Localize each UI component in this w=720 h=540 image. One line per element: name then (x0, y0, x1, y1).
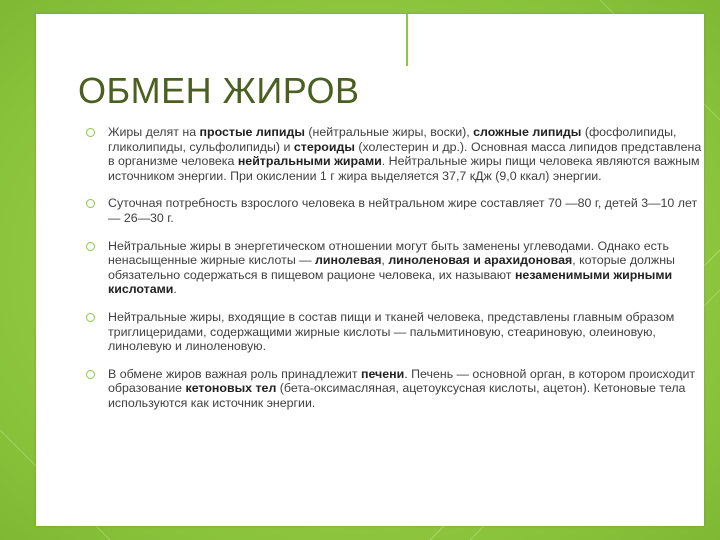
panel-accent-line (406, 14, 408, 66)
bullet-ring-icon (86, 370, 95, 379)
bullet-list (86, 125, 711, 424)
bullet-text: , которые должны обязательно содержаться в пищевом рационе человека, их называют (108, 253, 675, 282)
bullet-text: Суточная потребность взрослого человека в нейтральном жире составляет 70 —80 г, детей 3—10 лет — 26—30 г. (108, 196, 698, 225)
bullet-text: Жиры делят на (108, 125, 200, 139)
bullet-text: (холестерин и др.). Основная масса липидов представлена в организме человека (108, 139, 702, 169)
bullet-text: . Печень — основной орган, в котором происходит образование (108, 366, 696, 396)
bullet-bold-term: кетоновых тел (185, 381, 277, 396)
bullet-item (86, 196, 711, 225)
bullet-text: (нейтральные жиры, воски), (304, 125, 474, 139)
bullet-item (86, 125, 711, 183)
bullet-ring-icon (86, 199, 95, 208)
bullet-item (86, 239, 711, 297)
bullet-text: Нейтральные жиры, входящие в состав пищи и тканей человека, представлены главным образом триглицеридами, содержащими жирные кислоты — пальмитиновую, стеариновую, олеиновую, линолевую и линоленовую. (108, 309, 675, 354)
bullet-item (86, 367, 711, 411)
bullet-text: Нейтральные жиры в энергетическом отношении могут быть заменены углеводами. Однако есть ненасыщенные жирные кислоты — (108, 238, 669, 268)
bullet-text: В обмене жиров важная роль принадлежит (108, 366, 361, 381)
bullet-ring-icon (86, 242, 95, 251)
bullet-text: , (381, 253, 389, 268)
bullet-bold-term: линолевая (315, 253, 382, 268)
bullet-bold-term: сложные липиды (473, 125, 582, 139)
bullet-text: (бета-оксимасляная, ацетоуксусная кислоты, ацетон). Кетоновые тела используются как источник энергии. (108, 381, 686, 410)
bullet-bold-term: линоленовая и арахидоновая (388, 253, 573, 268)
bullet-text: (фосфолипиды, гликолипиды, сульфолипиды) и (108, 125, 677, 154)
bullet-text: . Нейтральные жиры пищи человека являются важным источником энергии. При окислении 1 г жира выделяется 37,7 кДж (9,0 ккал) энергии. (108, 154, 700, 183)
bullet-bold-term: простые липиды (199, 125, 305, 139)
bullet-ring-icon (86, 313, 95, 322)
bullet-bold-term: незаменимыми жирными кислотами (108, 267, 673, 297)
content-panel (36, 14, 704, 526)
bullet-text: . (173, 282, 177, 297)
bullet-bold-term: нейтральными жирами (237, 154, 382, 169)
bullet-bold-term: печени (360, 366, 405, 381)
bullet-ring-icon (86, 128, 95, 137)
bullet-bold-term: стероиды (293, 139, 355, 154)
slide-title: ОБМЕН ЖИРОВ (78, 70, 360, 111)
bullet-item (86, 310, 711, 354)
